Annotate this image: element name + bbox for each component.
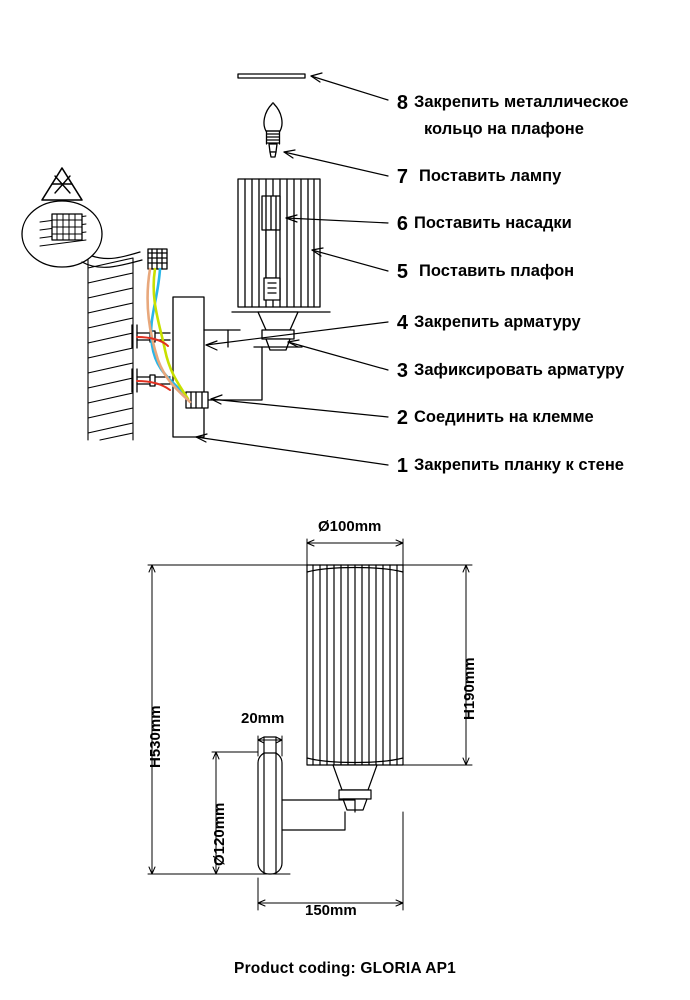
step-label-3: Зафиксировать арматуру: [414, 361, 625, 379]
step-label-7: Поставить лампу: [419, 167, 562, 185]
warning-callout: [22, 201, 142, 267]
wall-hatching: [88, 258, 133, 440]
mounting-plate-part: [173, 297, 204, 437]
step-number-7: 7: [396, 166, 408, 188]
dimension-drawing: [148, 539, 472, 910]
step-number-2: 2: [396, 407, 408, 429]
step-number-4: 4: [396, 312, 408, 334]
step-label-5: Поставить плафон: [419, 262, 575, 280]
step-label-4: Закрепить арматуру: [414, 313, 581, 331]
step-number-5: 5: [396, 261, 408, 283]
metal-ring-part: [238, 74, 305, 78]
dim-total-height: [148, 565, 310, 874]
wire-bundle: [148, 249, 167, 269]
dim-bracket: [258, 737, 282, 874]
step-number-8: 8: [396, 92, 408, 114]
lamp-bulb-part: [264, 103, 282, 157]
step-label-1: Закрепить планку к стене: [414, 456, 624, 474]
warning-triangle-icon: [42, 168, 82, 200]
step-number-6: 6: [396, 213, 408, 235]
dim-shade: [307, 565, 403, 765]
dim-label-projection: 150mm: [305, 902, 357, 919]
step-label-8: Закрепить металлическое: [414, 93, 629, 111]
dim-arm: [281, 800, 355, 830]
dim-label-total-height: H530mm: [147, 705, 164, 768]
dim-label-bracket-diameter: Ø120mm: [211, 802, 228, 866]
step-label-8-line2: кольцо на плафоне: [424, 120, 584, 138]
step-label-2: Соединить на клемме: [414, 408, 594, 426]
lamp-arm: [204, 330, 262, 400]
step-label-6: Поставить насадки: [414, 214, 572, 232]
dim-label-shade-height: H190mm: [461, 657, 478, 720]
dim-label-shade-diameter: Ø100mm: [318, 518, 382, 535]
dim-label-bracket-width: 20mm: [241, 710, 285, 727]
step-number-3: 3: [396, 360, 408, 382]
step-number-1: 1: [396, 455, 408, 477]
product-coding: Product coding: GLORIA AP1: [234, 960, 456, 977]
